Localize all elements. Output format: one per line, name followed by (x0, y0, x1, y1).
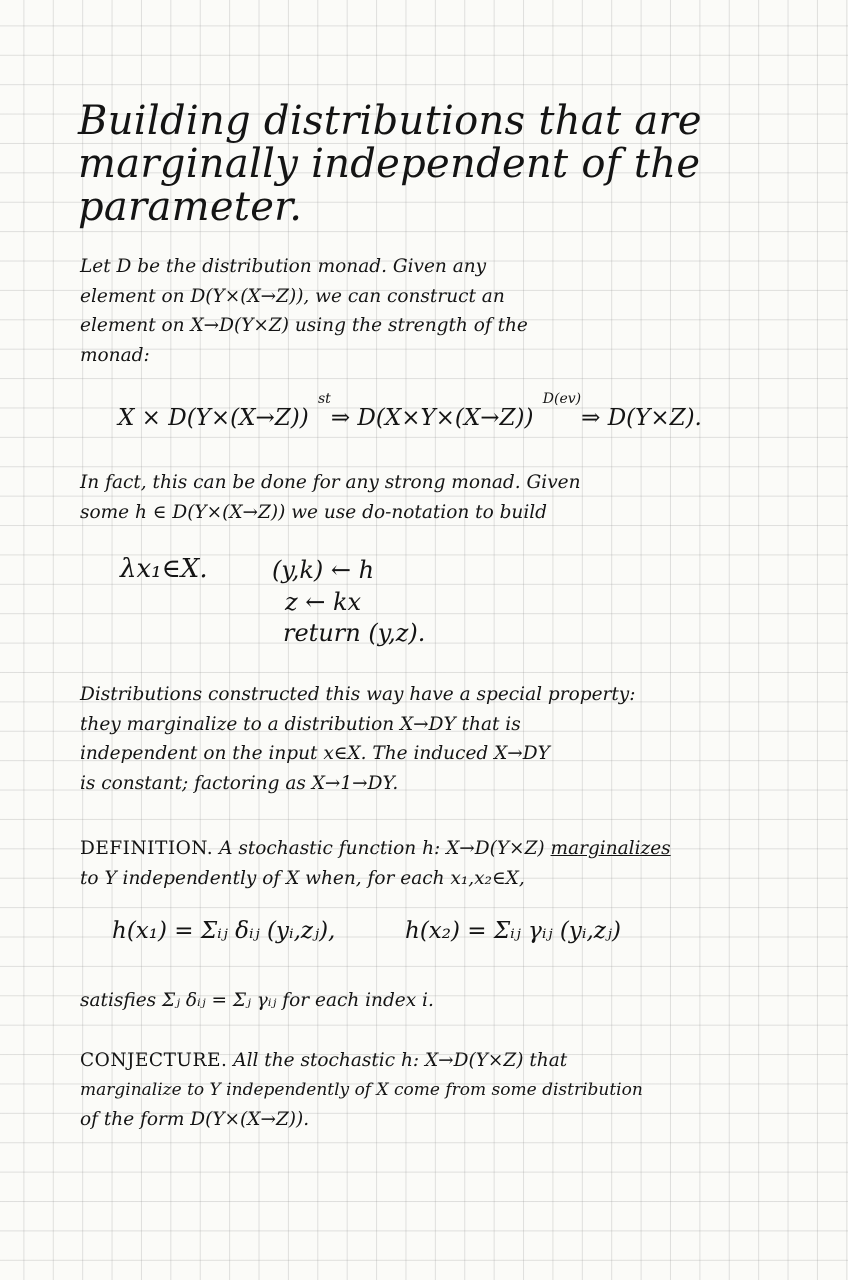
property-paragraph (80, 680, 780, 798)
satisfies-text: satisfies Σⱼ δᵢⱼ = Σⱼ γᵢⱼ for each index i. (80, 990, 434, 1011)
conjecture-text-1: All the stochastic h: X→D(Y×Z) that (233, 1050, 568, 1071)
satisfies-line (80, 986, 770, 1016)
conjecture-line-2: marginalize to Y independently of X come from some distribution (80, 1079, 643, 1100)
property-line-3: independent on the input x∈X. The induced X→DY (80, 743, 550, 764)
intro-line-3: element on X→D(Y×Z) using the strength of the (80, 315, 528, 336)
intro-line-2: element on D(Y×(X→Z)), we can construct an (80, 285, 505, 307)
arrow-dev-symbol: ⇒ (581, 405, 601, 431)
arrow-st-label: st (318, 391, 331, 407)
strong-monad-line-2: some h ∈ D(Y×(X→Z)) we use do-notation to build (80, 501, 548, 523)
do-line-1b: (y,k) ← h (272, 556, 375, 584)
def-formula-left: h(x₁) = Σᵢⱼ δᵢⱼ (yᵢ,zⱼ), (112, 918, 336, 944)
intro-paragraph (80, 252, 770, 370)
arrow-dev (541, 391, 601, 431)
do-line-3: return (y,z). (283, 619, 426, 647)
def-formula-right: h(x₂) = Σᵢⱼ γᵢⱼ (yᵢ,zⱼ) (405, 918, 621, 944)
strong-monad-paragraph (80, 468, 770, 527)
conjecture-paragraph (80, 1046, 780, 1135)
arrow-st-symbol: ⇒ (330, 405, 351, 431)
intro-line-1: Let D be the distribution monad. Given any (80, 256, 487, 277)
conjecture-line-1 (80, 1046, 780, 1076)
conjecture-line-3: of the form D(Y×(X→Z)). (80, 1109, 310, 1130)
definition-text: A stochastic function h: X→D(Y×Z) (219, 838, 545, 859)
property-line-4: is constant; factoring as X→1→DY. (80, 772, 399, 794)
formula-middle: D(X×Y×(X→Z)) (357, 405, 534, 431)
arrow-st (316, 391, 351, 431)
title-line-1: Building distributions that are (78, 98, 702, 144)
property-line-1: Distributions constructed this way have a special property: (80, 684, 636, 705)
definition-line-1 (80, 834, 780, 864)
do-line-2: z ← kx (285, 588, 362, 616)
arrow-dev-label: D(ev) (542, 391, 582, 407)
do-line-1a: λx₁∈X. (120, 554, 208, 584)
page-title (78, 100, 778, 229)
conjecture-label: CONJECTURE. (80, 1050, 228, 1071)
strong-monad-line-1: In fact, this can be done for any strong monad. Given (80, 472, 581, 493)
definition-label: DEFINITION. (80, 838, 214, 859)
definition-paragraph (80, 834, 780, 893)
formula-left: X × D(Y×(X→Z)) (118, 405, 309, 431)
formula-right: D(Y×Z). (607, 405, 702, 431)
property-line-2: they marginalize to a distribution X→DY that is (80, 713, 521, 735)
strength-formula (118, 391, 702, 431)
definition-line-2: to Y independently of X when, for each x₁,x₂∈X, (80, 867, 525, 889)
intro-line-4: monad: (80, 344, 150, 366)
title-line-3: parameter. (78, 184, 303, 230)
title-line-2: marginally independent of the (78, 141, 701, 187)
definition-term: marginalizes (550, 838, 671, 859)
